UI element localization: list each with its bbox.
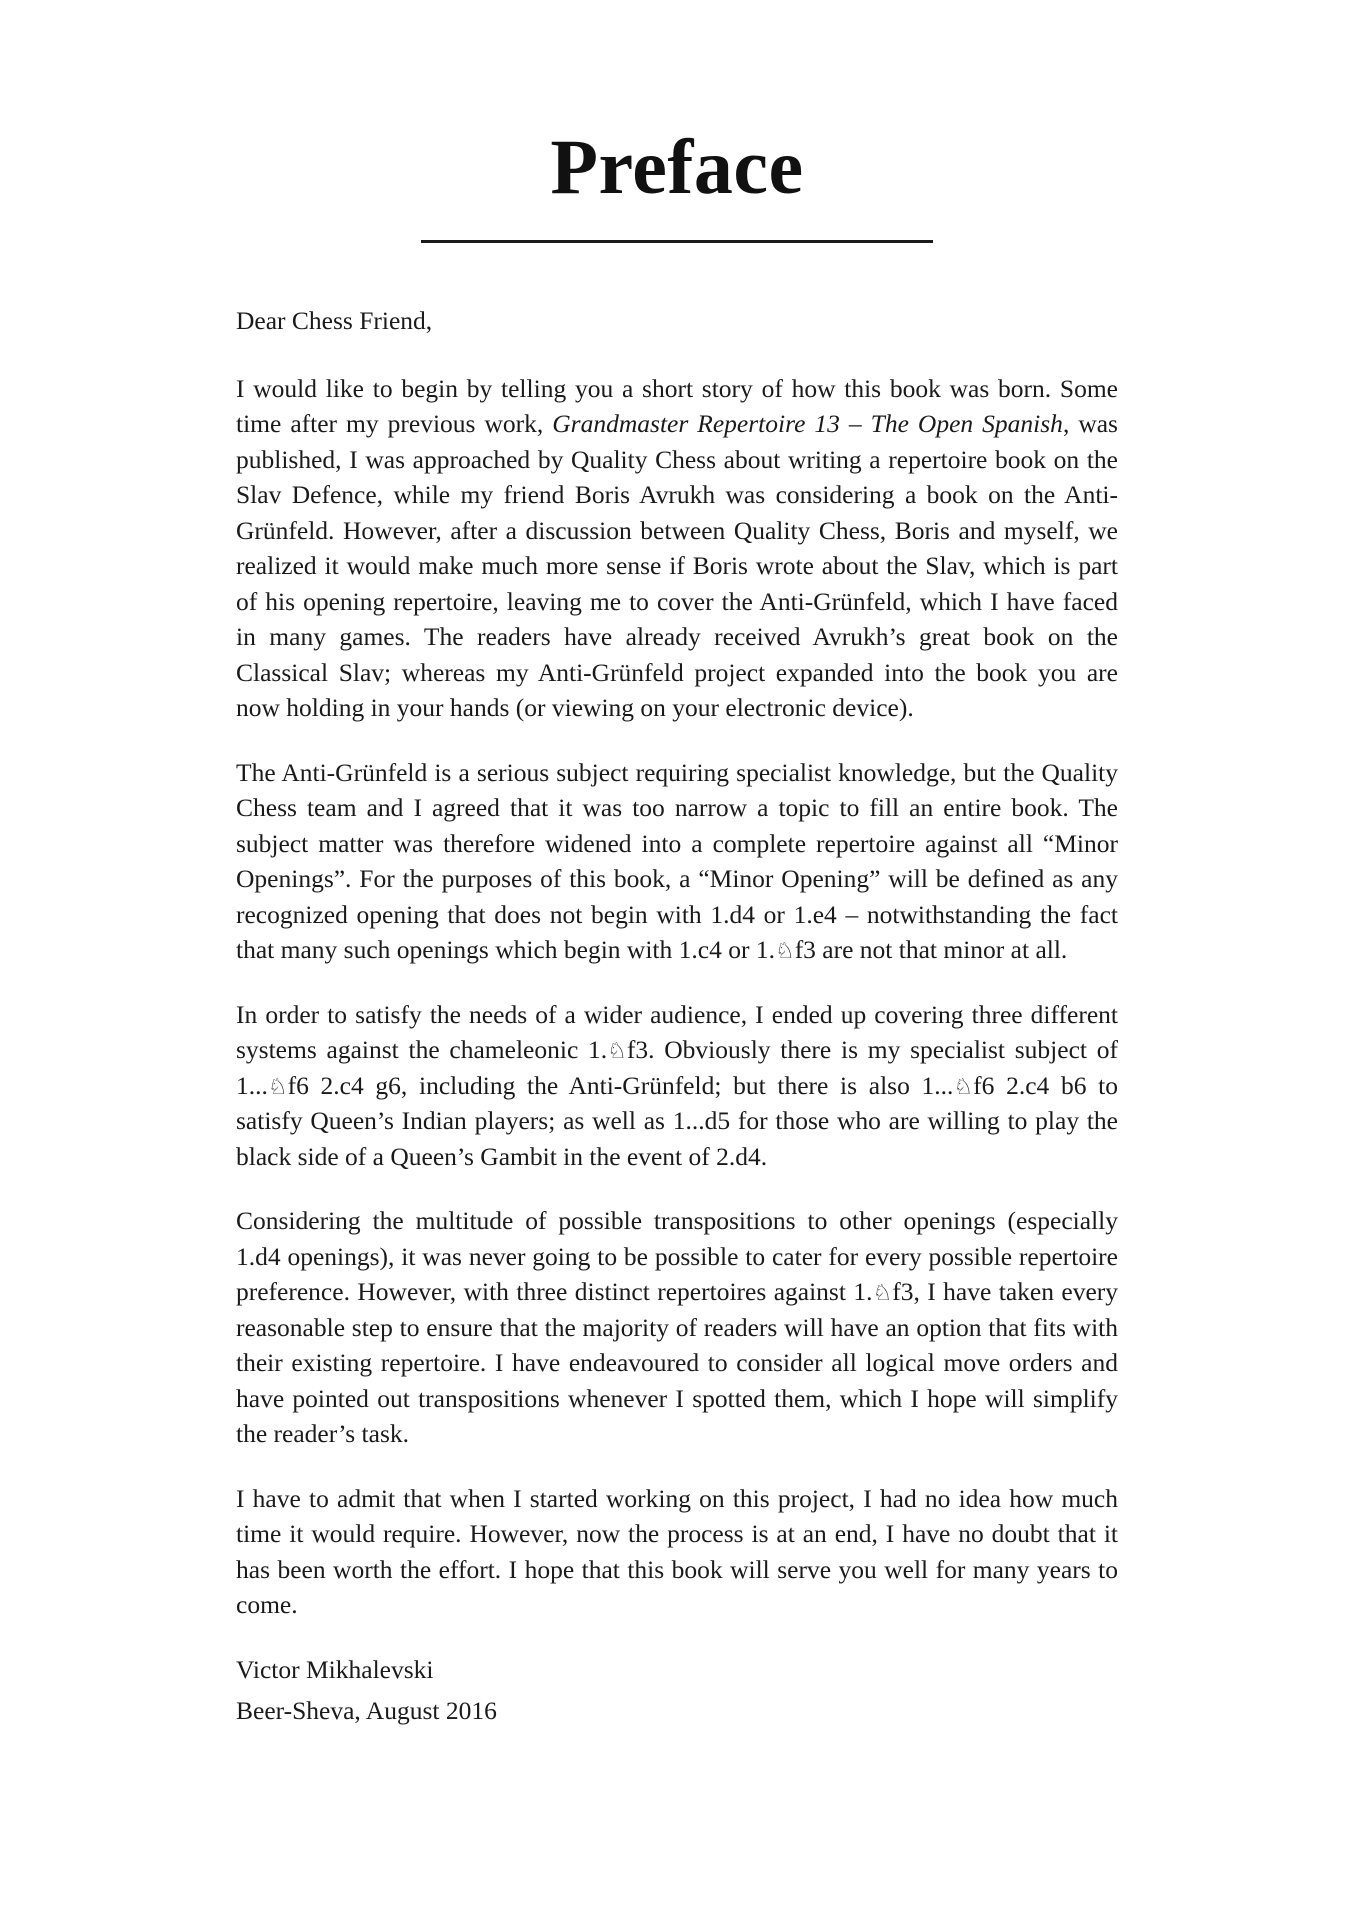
book-title-citation: Grandmaster Repertoire 13 – The Open Spanish bbox=[552, 409, 1063, 438]
paragraph-1 bbox=[236, 371, 1118, 726]
title-block bbox=[0, 0, 1354, 243]
signature-author: Victor Mikhalevski bbox=[236, 1654, 434, 1684]
signature-place-date: Beer-Sheva, August 2016 bbox=[236, 1696, 497, 1725]
page-title: Preface bbox=[550, 123, 804, 210]
paragraph-2 bbox=[236, 755, 1118, 968]
preface-body bbox=[236, 243, 1118, 1729]
paragraph-4-text-a: Considering the multitude of possible transpositions to other openings (especially 1.d4 openings), it was never going to be possible to cater for every possible repertoire preference. However, with three distinct repertoires against 1. bbox=[236, 1206, 1118, 1306]
paragraph-3 bbox=[236, 997, 1118, 1175]
paragraph-4-text-b: f3, I have taken every reasonable step to ensure that the majority of readers will have an option that fits with their existing repertoire. I have endeavoured to consider all logical move orders and have pointed out transpositions whenever I spotted them, which I hope will simplify the reader’s task. bbox=[236, 1277, 1119, 1448]
knight-piece-icon: ♘ bbox=[953, 1074, 974, 1100]
knight-piece-icon: ♘ bbox=[872, 1281, 893, 1306]
paragraph-5: I have to admit that when I started working on this project, I had no idea how much time it would require. However, now the process is at an end, I have no doubt that it has been worth the effort. I hope that this book will serve you well for many years to come. bbox=[236, 1483, 1118, 1619]
paragraph-3-text-c: f6 2.c4 g6, including the Anti-Grünfeld; but there is also 1... bbox=[287, 1070, 954, 1100]
paragraph-3-text-d: f6 2.c4 b6 to satisfy Queen’s Indian players; as well as 1...d5 for those who are willing to play the black side of a Queen’s Gambit in the event of 2.d4. bbox=[236, 1070, 1118, 1171]
knight-piece-icon: ♘ bbox=[607, 1039, 627, 1064]
paragraph-1-text-a: I would like to begin by telling you a short story of how this book was born. Some time after my previous work, bbox=[236, 373, 1118, 438]
knight-piece-icon: ♘ bbox=[774, 939, 795, 964]
paragraph-2-text-a: The Anti-Grünfeld is a serious subject requiring specialist knowledge, but the Quality Chess team and I agreed that it was too narrow a topic to fill an entire book. The subject matter was therefore widened into a complete repertoire against all “Minor Openings”. For the purposes of this book, a “Minor Opening” will be defined as any recognized opening that does not begin with 1.d4 or 1.e4 – notwithstanding the fact that many such openings which begin with 1.c4 or 1. bbox=[236, 757, 1118, 964]
paragraph-1-text-b: , was published, I was approached by Quality Chess about writing a repertoire book on the Slav Defence, while my friend Boris Avrukh was considering a book on the Anti-Grünfeld. However, after a discussion between Quality Chess, Boris and myself, we realized it would make much more sense if Boris wrote about the Slav, which is part of his opening repertoire, leaving me to cover the Anti-Grünfeld, which I have faced in many games. The readers have already received Avrukh’s great book on the Classical Slav; whereas my Anti-Grünfeld project expanded into the book you are now holding in your hands (or viewing on your electronic device). bbox=[236, 409, 1118, 722]
salutation: Dear Chess Friend, bbox=[236, 306, 433, 335]
knight-piece-icon: ♘ bbox=[267, 1074, 288, 1100]
paragraph-4 bbox=[236, 1203, 1118, 1452]
paragraph-3-text-b: f3. Obviously there is my specialist subject of 1... bbox=[236, 1035, 1118, 1100]
paragraph-2-text-b: f3 are not that minor at all. bbox=[794, 935, 1068, 964]
paragraph-3-text-a: In order to satisfy the needs of a wider audience, I ended up covering three different systems against the chameleonic 1. bbox=[236, 999, 1118, 1064]
